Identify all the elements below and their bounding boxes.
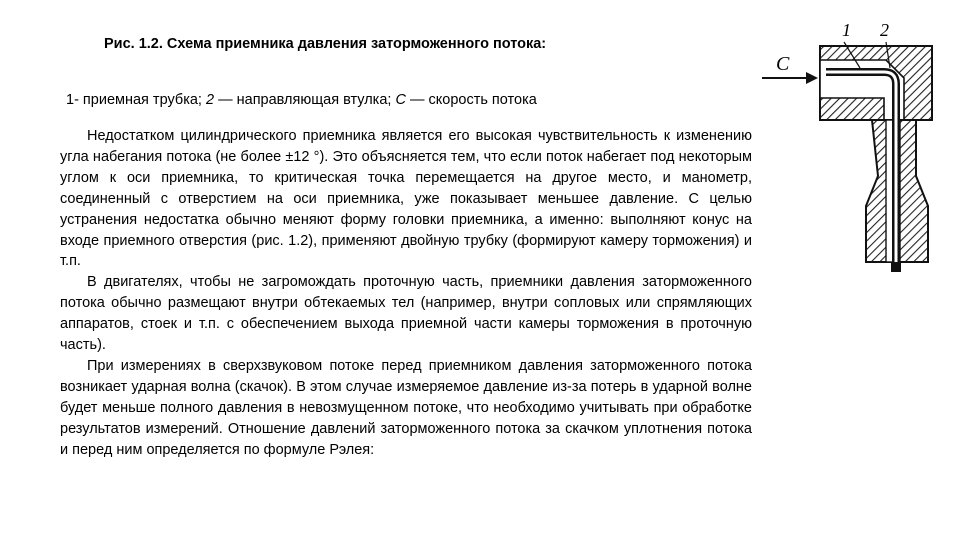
caption-item-2-number: 2 (205, 92, 215, 108)
probe-head (820, 46, 932, 120)
caption-item-1-number: 1 (66, 92, 75, 108)
caption-item-3-symbol: С (395, 92, 406, 108)
paragraph: При измерениях в сверхзвуковом потоке перед приемником давления заторможенного потока возникает ударная волна (скачок). В этом случае измеряемое давление из-за потерь в ударной волне будет меньше полного давления в невозмущенном потоке, что необходимо учитывать при обработке результатов измерений. Отношение давлений заторможенного потока за скачком уплотнения потока и перед ним определяется по формуле Рэлея: (60, 357, 752, 458)
figure-caption (66, 92, 537, 108)
paragraph: В двигателях, чтобы не загромождать проточную часть, приемники давления заторможенного потока обычно размещают внутри обтекаемых тел (например, внутри сопловых или спрямляющих аппаратов, стоек и т.п. с обеспечением выхода приемной части камеры торможения в проточную часть). (60, 274, 752, 354)
caption-item-2-text: — направляющая втулка; (214, 92, 396, 108)
caption-item-1-text: - приемная трубка; (74, 92, 206, 108)
label-c: C (776, 53, 790, 75)
flow-arrow (762, 72, 818, 84)
body-text (60, 126, 752, 461)
label-2: 2 (880, 20, 889, 40)
caption-item-3-text: — скорость потока (405, 92, 537, 108)
figure-title: Рис. 1.2. Схема приемника давления заторможенного потока: (104, 36, 547, 52)
label-1: 1 (842, 20, 851, 40)
paragraph: Недостатком цилиндрического приемника является его высокая чувствительность к изменению угла набегания потока (не более ±12 °). Это объясняется тем, что если поток набегает под некоторым углом к оси приемника, то критическая точка перемещается на другое место, и манометр, соединенный с отверстием на оси приемника, уже показывает меньшее давление. С целью устранения недостатка обычно меняют форму головки приемника, а именно: выполняют конус на входе приемного отверстия (рис. 1.2), применяют двойную трубку (формируют камеру торможения) и т.п. (60, 128, 752, 270)
pressure-probe-diagram (736, 6, 946, 296)
